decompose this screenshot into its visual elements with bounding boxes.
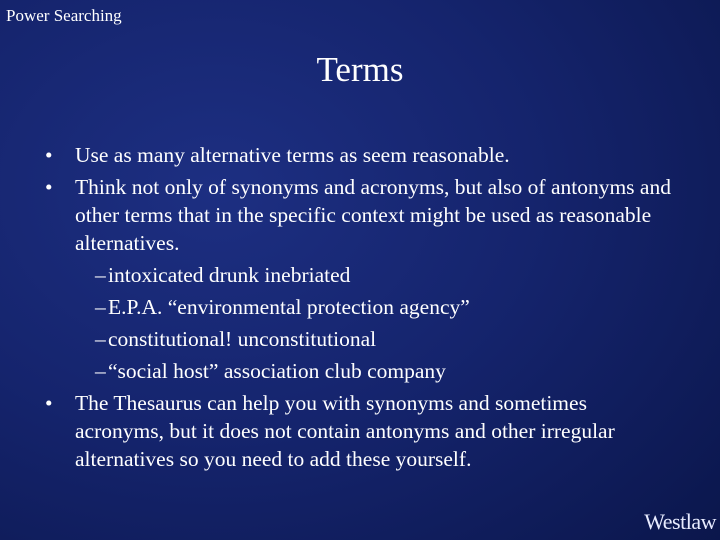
slide-title: Terms <box>316 50 404 89</box>
bullet-text: The Thesaurus can help you with synonyms and sometimes acronyms, but it does not contain antonyms and other irregular alternatives so you need to add these yourself. <box>75 391 615 471</box>
dash-glyph: – <box>95 327 106 351</box>
bullet-glyph: • <box>45 175 53 199</box>
bullet-text: Use as many alternative terms as seem reasonable. <box>75 143 510 167</box>
presentation-header: Power Searching <box>6 6 122 25</box>
sub-item <box>40 261 680 289</box>
bullet-text: Think not only of synonyms and acronyms, but also of antonyms and other terms that in the specific context might be used as reasonable alternatives. <box>75 175 671 255</box>
dash-glyph: – <box>95 263 106 287</box>
bullet-item <box>40 141 680 169</box>
bullet-glyph: • <box>45 391 53 415</box>
bullet-item <box>40 389 680 473</box>
sub-item <box>40 325 680 353</box>
sub-item <box>40 293 680 321</box>
bullet-item <box>40 173 680 257</box>
bullet-glyph: • <box>45 143 53 167</box>
dash-glyph: – <box>95 295 106 319</box>
sub-item-text: E.P.A. “environmental protection agency” <box>108 295 470 319</box>
westlaw-logo: Westlaw <box>644 509 716 534</box>
dash-glyph: – <box>95 359 106 383</box>
sub-item-text: constitutional! unconstitutional <box>108 327 377 351</box>
sub-item-text: “social host” association club company <box>108 359 446 383</box>
slide-body <box>40 141 680 477</box>
sub-item-text: intoxicated drunk inebriated <box>108 263 351 287</box>
sub-item <box>40 357 680 385</box>
